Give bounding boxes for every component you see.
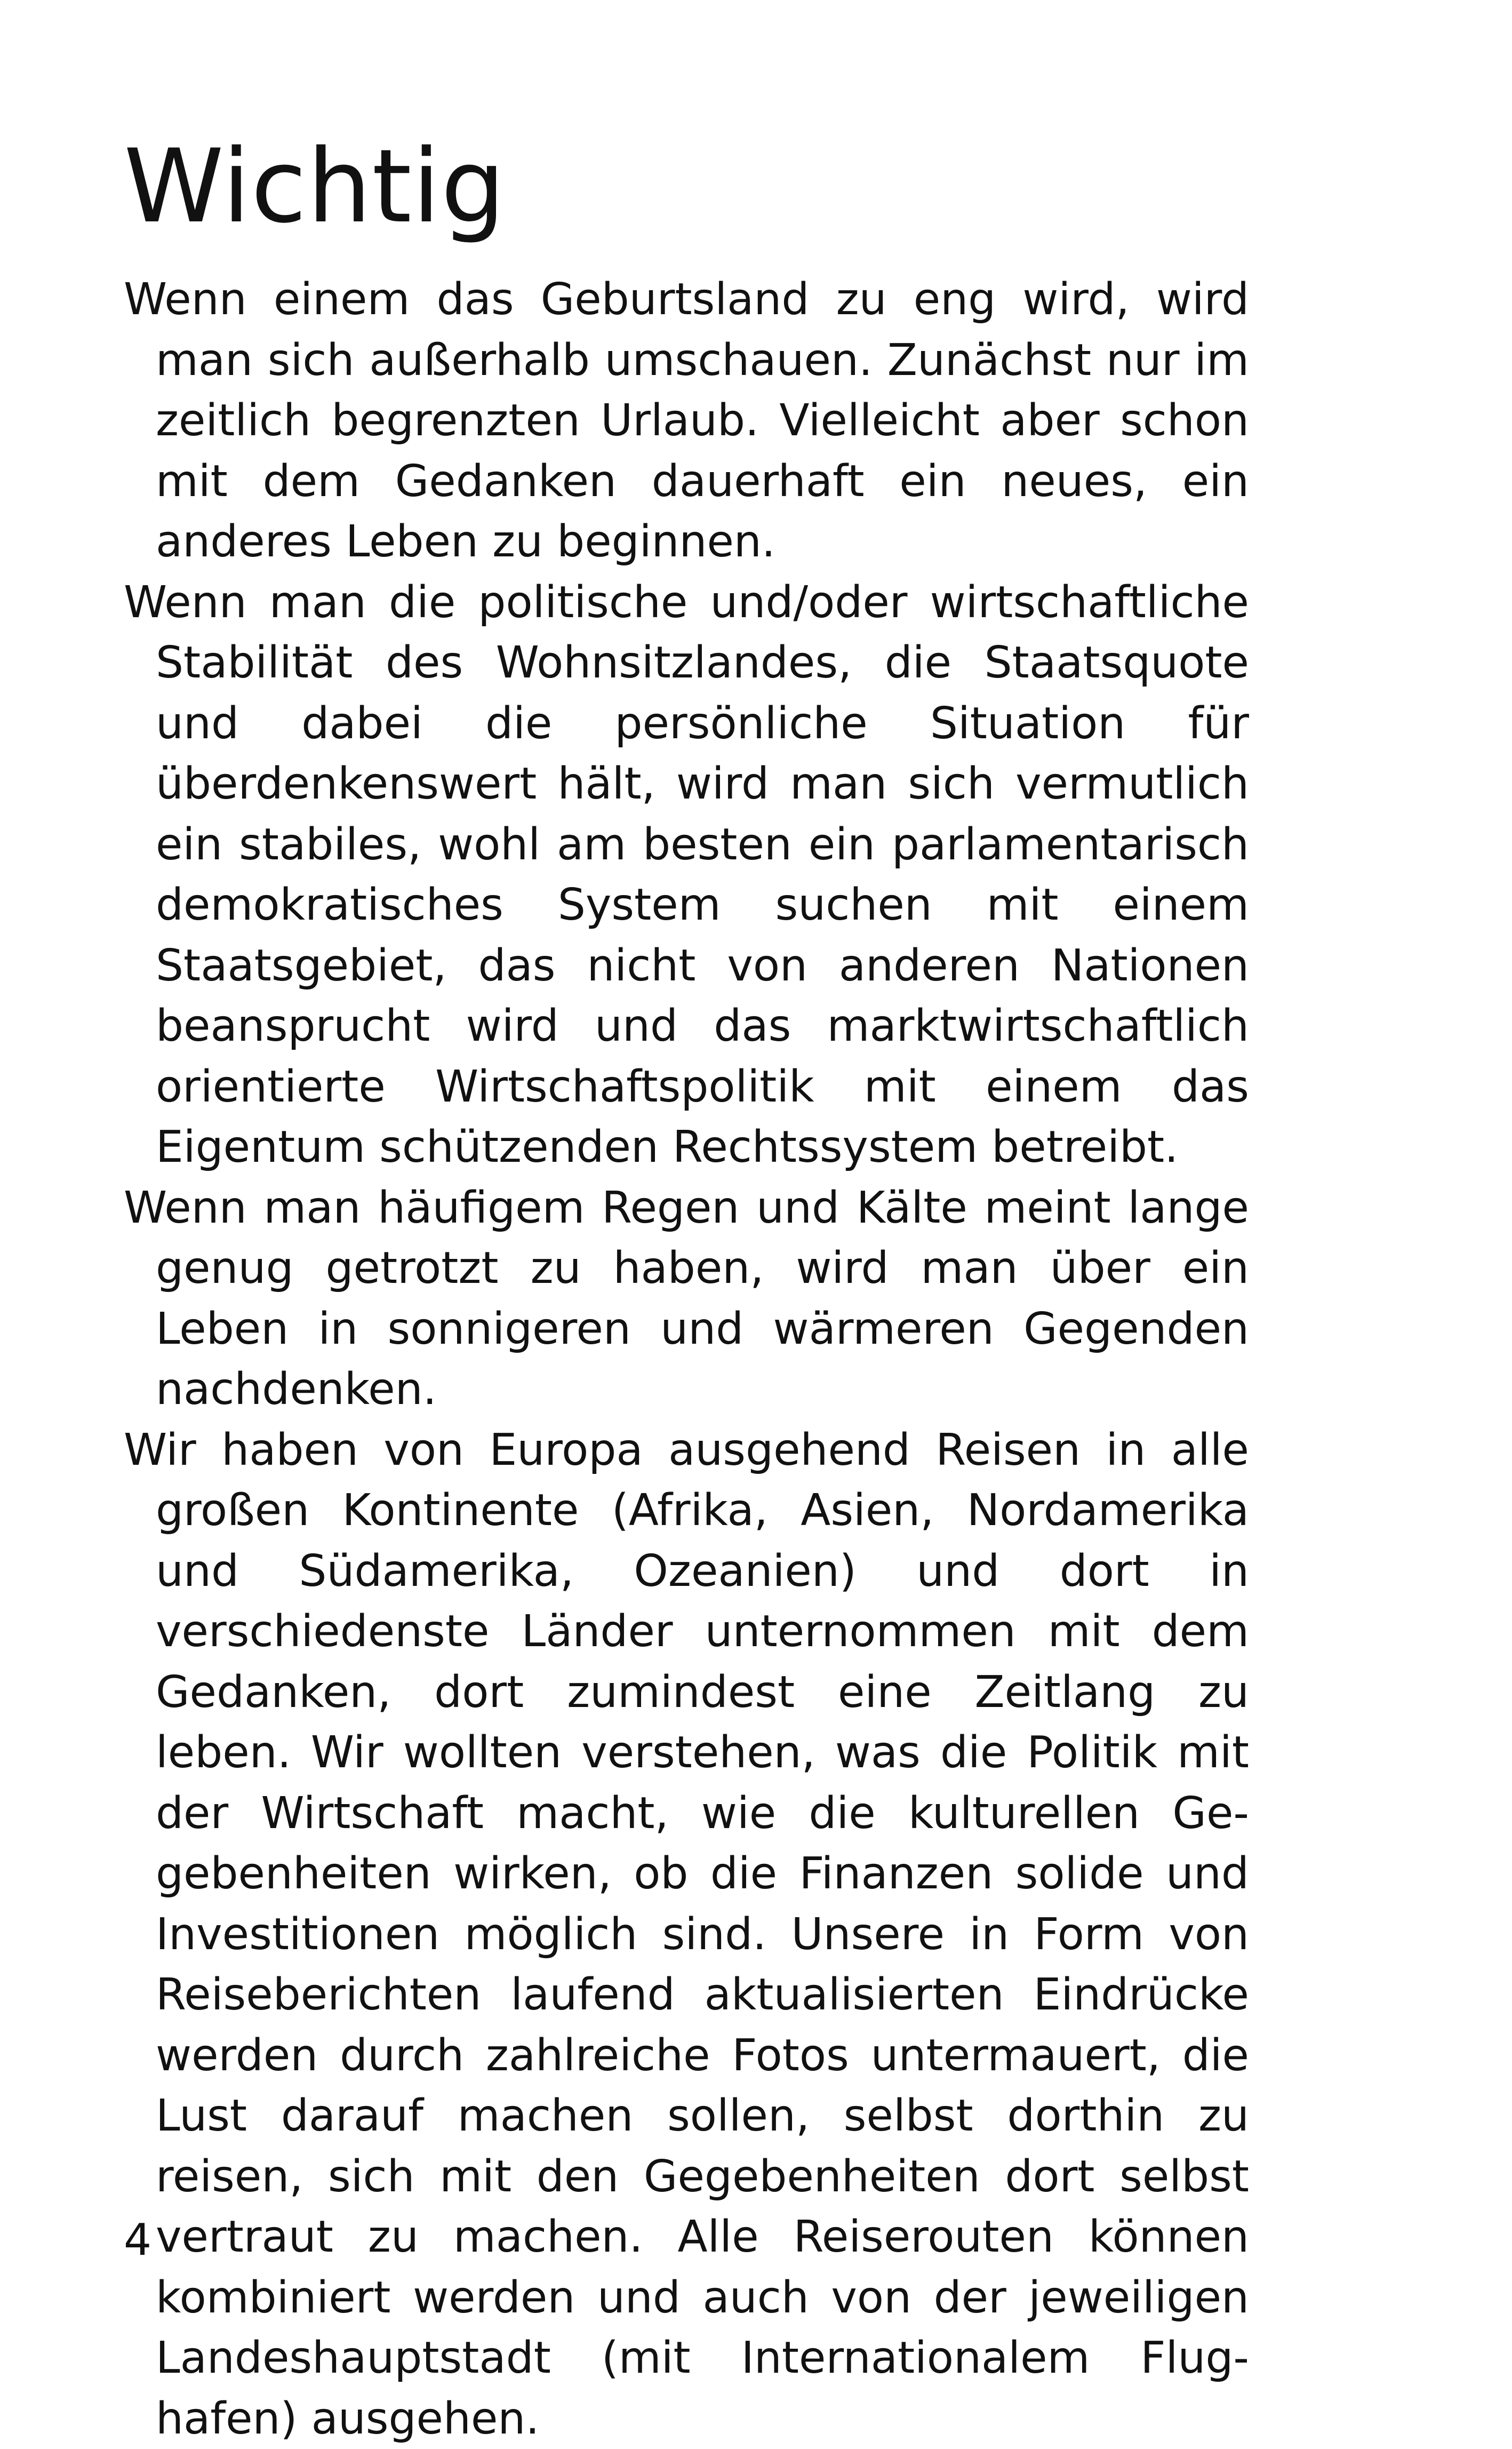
paragraph-travels: Wir haben von Europa ausgehend Reisen in alle großen Kontinente (Afrika, Asien, Nordamerika und Südamerika, Ozeanien) und dort in verschiedenste Länder unternommen mit dem Gedanken, dort zumindest eine Zeitlang zu leben. Wir wollten verstehen, was die Politik mit der Wirtschaft macht, wie die kulturellen Gegebenheiten wirken, ob die Finanzen solide und Investitionen möglich sind. Unsere in Form von Reiseberichten laufend aktualisierten Eindrücke werden durch zahlreiche Fotos untermauert, die Lust darauf machen sollen, selbst dorthin zu reisen, sich mit den Gegebenheiten dort selbst vertraut zu machen. Alle Reiserouten können kombiniert werden und auch von der jeweiligen Landeshauptstadt (mit Internationalem Flughafen) ausgehen. (124, 1420, 1249, 2449)
page-number: 4 (124, 2214, 151, 2267)
page-title: Wichtig (124, 128, 506, 245)
paragraph-birth-country: Wenn einem das Geburtsland zu eng wird, wird man sich außerhalb umschauen. Zunächst nur im zeitlich begrenzten Urlaub. Vielleicht aber schon mit dem Gedanken dauerhaft ein neues, ein anderes Leben zu beginnen. (124, 269, 1249, 572)
paragraph-political-stability: Wenn man die politische und/oder wirtschaftliche Stabilität des Wohnsitzlandes, die Staatsquote und dabei die persönliche Situation für überdenkenswert hält, wird man sich vermutlich ein stabiles, wohl am besten ein parlamentarisch demokratisches System suchen mit einem Staatsgebiet, das nicht von anderen Nationen beansprucht wird und das marktwirtschaftlich orientierte Wirtschaftspolitik mit einem das Eigentum schützenden Rechtssystem betreibt. (124, 572, 1249, 1178)
paragraph-weather: Wenn man häufigem Regen und Kälte meint lange genug getrotzt zu haben, wird man über ein Leben in sonnigeren und wärmeren Gegenden nachdenken. (124, 1178, 1249, 1420)
body-text (124, 269, 1249, 2449)
